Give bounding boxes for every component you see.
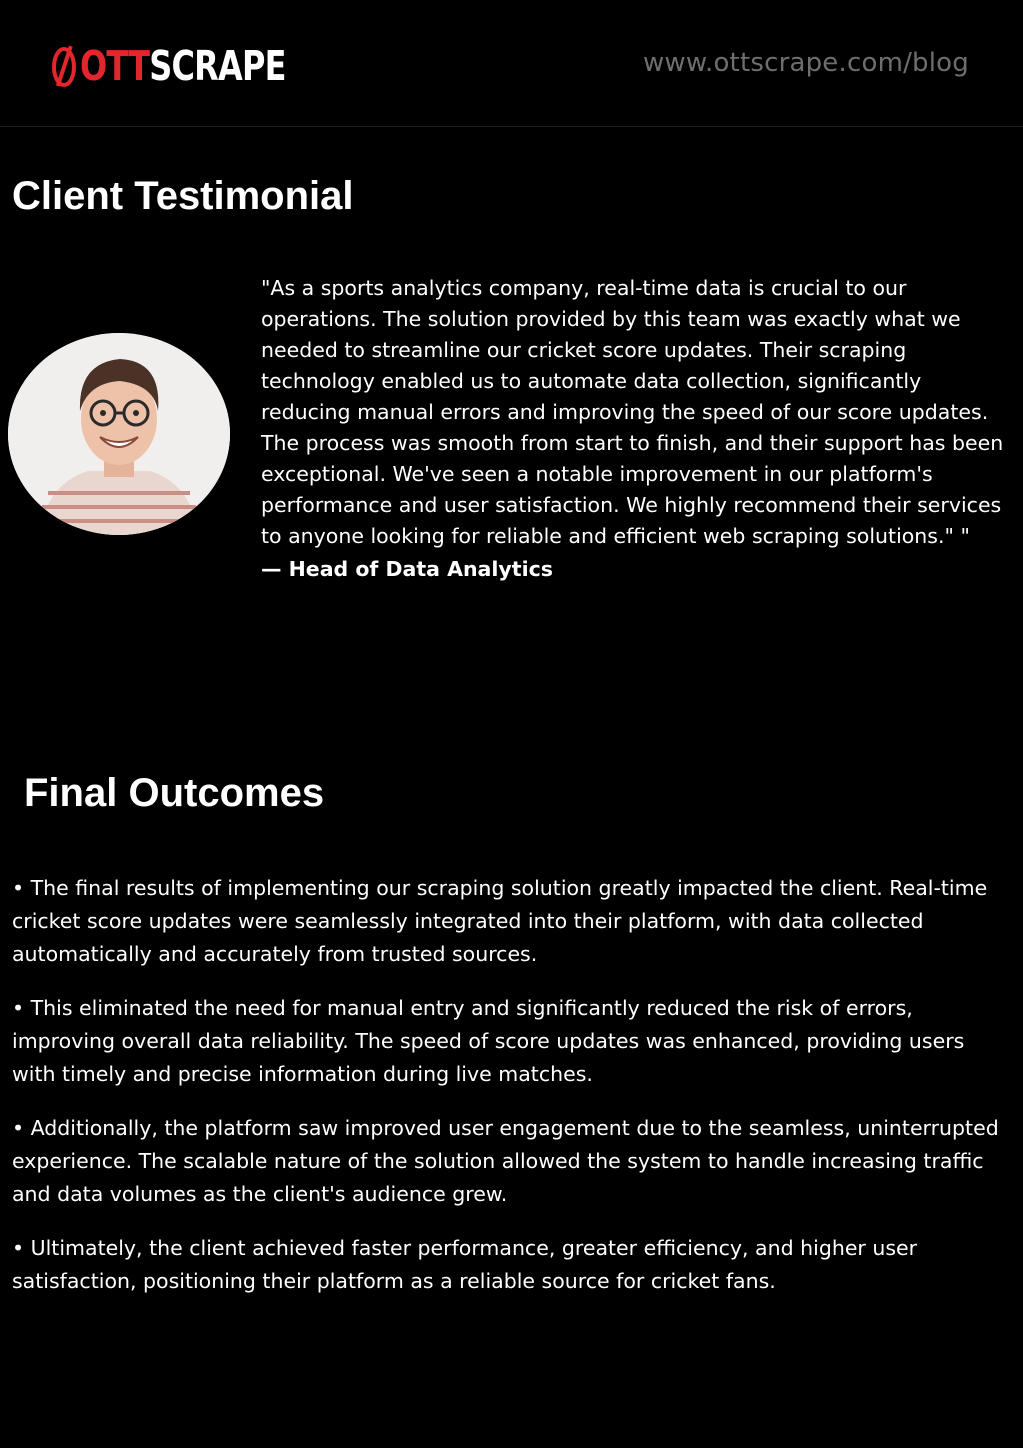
testimonial-quote: "As a sports analytics company, real-time data is crucial to our operations. The solution provided by this team was exactly what we needed to streamline our cricket score updates. Their scraping technology enabled us to automate data collection, significantly reducing manual errors and improving the speed of our score updates. The process was smooth from start to finish, and their support has been exceptional. We've seen a notable improvement in our platform's performance and user satisfaction. We highly recommend their services to anyone looking for reliable and efficient web scraping solutions." ": [261, 276, 1004, 548]
brand-logo[interactable]: [52, 40, 344, 92]
client-avatar: [8, 333, 230, 535]
outcome-item: • The final results of implementing our scraping solution greatly impacted the client. Real-time cricket score updates were seamlessly integrated into their platform, with data collected automatically and accurately from trusted sources.: [12, 876, 988, 966]
brand-prefix: OTT: [80, 41, 150, 90]
site-url[interactable]: www.ottscrape.com/blog: [642, 48, 969, 78]
client-portrait-icon: [8, 333, 230, 535]
brand-wordmark: [80, 41, 286, 90]
brand-suffix: SCRAPE: [149, 41, 286, 90]
outcomes-list: [12, 872, 1012, 1319]
outcome-item: • This eliminated the need for manual entry and significantly reduced the risk of errors, improving overall data reliability. The speed of score updates was enhanced, providing users with timely and precise information during live matches.: [12, 996, 965, 1086]
outcome-item: • Ultimately, the client achieved faster performance, greater efficiency, and higher user satisfaction, positioning their platform as a reliable source for cricket fans.: [12, 1236, 918, 1293]
page-header: [0, 0, 1023, 127]
outcome-item: • Additionally, the platform saw improved user engagement due to the seamless, uninterrupted experience. The scalable nature of the solution allowed the system to handle increasing traffic and data volumes as the client's audience grew.: [12, 1116, 999, 1206]
testimonial-quote-block: [261, 273, 1009, 585]
bat-ball-logo-icon: [52, 43, 76, 89]
testimonial-author: — Head of Data Analytics: [261, 557, 553, 581]
testimonial-title: Client Testimonial: [12, 174, 354, 218]
outcomes-title: Final Outcomes: [24, 771, 325, 815]
